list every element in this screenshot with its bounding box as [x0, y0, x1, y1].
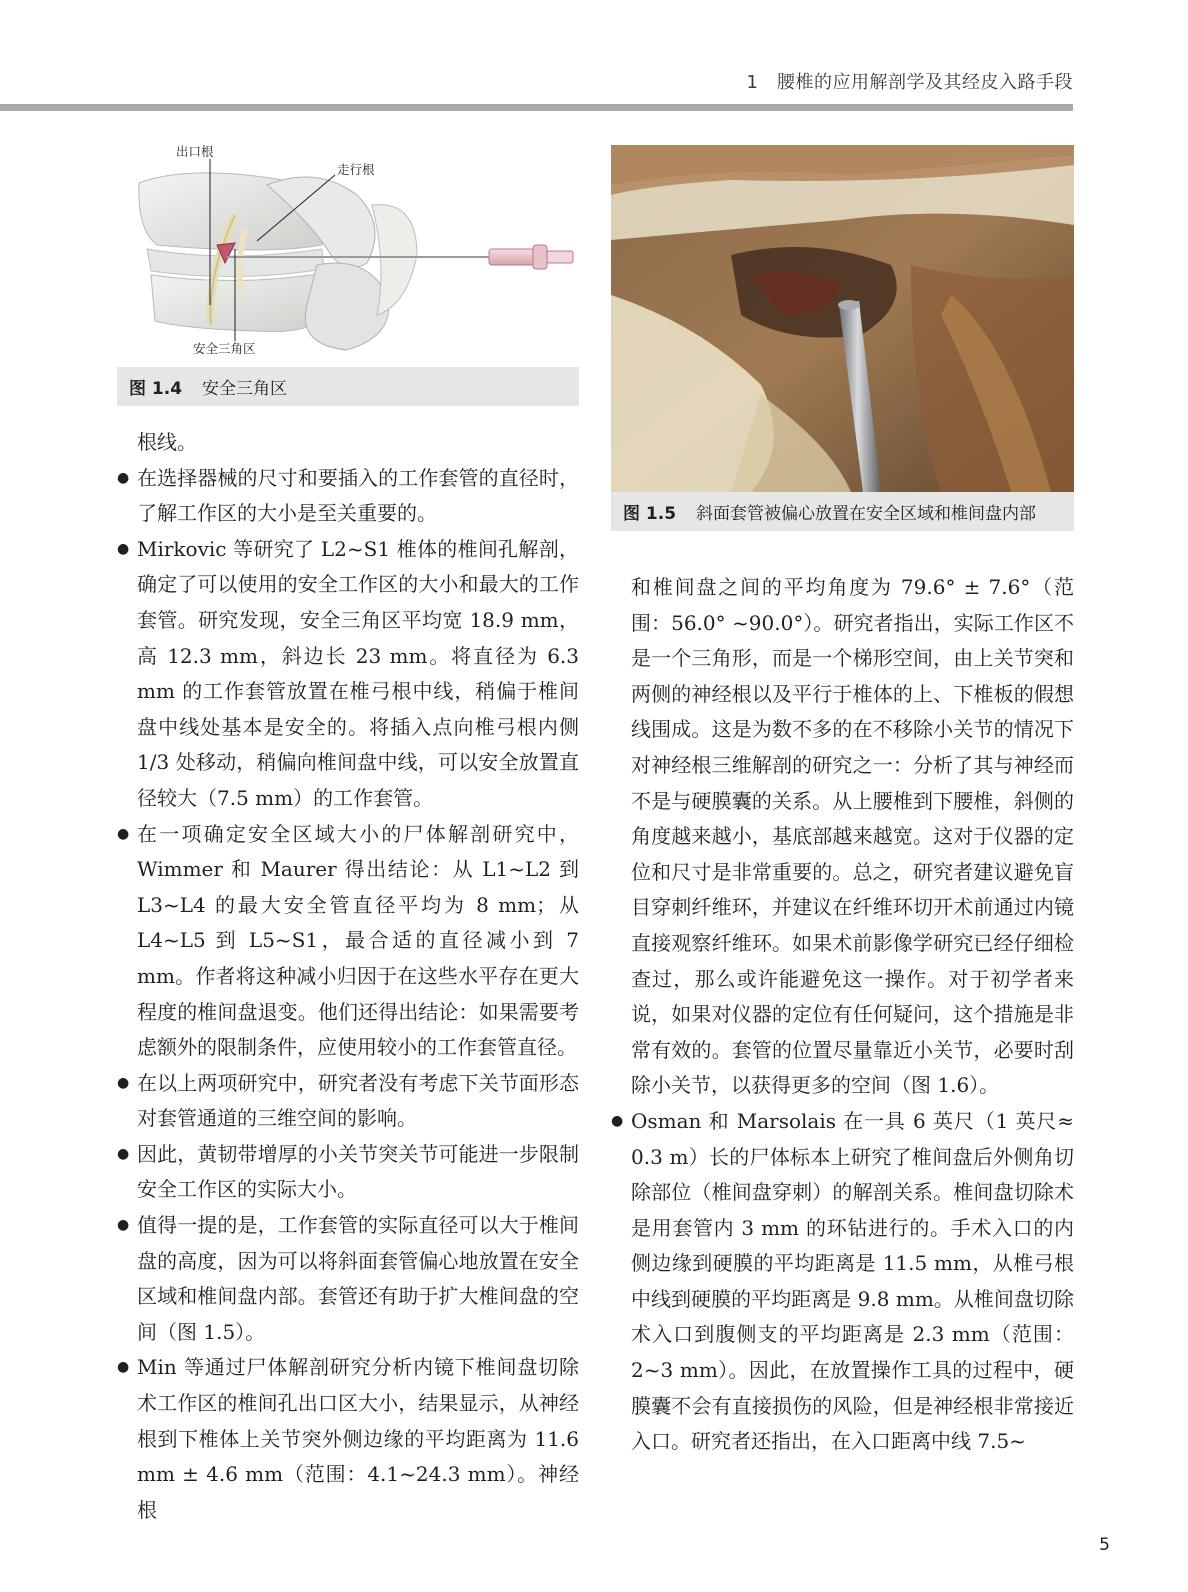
figure-1-4-caption: [117, 367, 579, 406]
figure-1-4-caption-text: 安全三角区: [202, 379, 288, 399]
right-text-column: [611, 570, 1074, 1460]
paragraph-continuation: 和椎间盘之间的平均角度为 79.6° ± 7.6°（范围：56.0° ~90.0°）。研究者指出，实际工作区不是一个三角形，而是一个梯形空间，由上关节突和两侧的神经根以及平行于椎体的上、下椎板的假想线围成。这是为数不多的在不移除小关节的情况下对神经根三维解剖的研究之一：分析了其与神经而不是与硬膜囊的关系。从上腰椎到下腰椎，斜侧的角度越来越小，基底部越来越宽。这对于仪器的定位和尺寸是非常重要的。总之，研究者建议避免盲目穿刺纤维环，并建议在纤维环切开术前通过内镜直接观察纤维环。如果术前影像学研究已经仔细检查过，那么或许能避免这一操作。对于初学者来说，如果对仪器的定位有任何疑问，这个措施是非常有效的。套管的位置尽量靠近小关节，必要时刮除小关节，以获得更多的空间（图 1.6）。: [631, 575, 1074, 1098]
bullet-paragraph: ● Min 等通过尸体解剖研究分析内镜下椎间盘切除术工作区的椎间孔出口区大小，结果显示，从神经根到下椎体上关节突外侧边缘的平均距离为 11.6 mm ± 4.6 mm（范围：4.1~24.3 mm）。神经根: [117, 1350, 579, 1528]
label-traversing-root: 走行根: [337, 162, 375, 177]
figure-1-5-caption-text: 斜面套管被偏心放置在安全区域和椎间盘内部: [696, 504, 1037, 524]
bullet-paragraph: ● 值得一提的是，工作套管的实际直径可以大于椎间盘的高度，因为可以将斜面套管偏心地放置在安全区域和椎间盘内部。套管还有助于扩大椎间盘的空间（图 1.5）。: [117, 1208, 579, 1350]
safe-triangle-illustration: [117, 145, 579, 368]
bullet-paragraph: ● 在以上两项研究中，研究者没有考虑下关节面形态对套管通道的三维空间的影响。: [117, 1066, 579, 1137]
figure-1-4-caption-number: 图 1.4: [129, 379, 183, 399]
header-rule: [0, 104, 1073, 111]
figure-1-5-caption: [611, 492, 1074, 531]
paragraph-continuation: 根线。: [137, 430, 197, 454]
label-safe-triangle: 安全三角区: [193, 341, 256, 356]
bullet-paragraph: ● Mirkovic 等研究了 L2~S1 椎体的椎间孔解剖，确定了可以使用的安全工作区的大小和最大的工作套管。研究发现，安全三角区平均宽 18.9 mm，高 12.3 mm，斜边长 23 mm。将直径为 6.3 mm 的工作套管放置在椎弓根中线，稍偏于椎间盘中线处基本是安全的。将插入点向椎弓根内侧 1/3 处移动，稍偏向椎间盘中线，可以安全放置直径较大（7.5 mm）的工作套管。: [117, 532, 579, 817]
page-number: 5: [1099, 1535, 1110, 1555]
bullet-paragraph: ● Osman 和 Marsolais 在一具 6 英尺（1 英尺≈ 0.3 m）长的尸体标本上研究了椎间盘后外侧角切除部位（椎间盘穿刺）的解剖关系。椎间盘切除术是用套管内 3 mm 的环钻进行的。手术入口的内侧边缘到硬膜的平均距离是 11.5 mm，从椎弓根中线到硬膜的平均距离是 9.8 mm。从椎间盘切除术入口到腹侧支的平均距离是 2.3 mm（范围：2~3 mm）。因此，在放置操作工具的过程中，硬膜囊不会有直接损伤的风险，但是神经根非常接近入口。研究者还指出，在入口距离中线 7.5~: [611, 1104, 1074, 1460]
figure-1-4: [117, 145, 579, 406]
bullet-paragraph: ● 在选择器械的尺寸和要插入的工作套管的直径时，了解工作区的大小是至关重要的。: [117, 461, 579, 532]
figure-1-5-caption-number: 图 1.5: [623, 504, 677, 524]
chapter-header-title: 1 腰椎的应用解剖学及其经皮入路手段: [746, 72, 1073, 93]
label-exiting-root: 出口根: [176, 145, 214, 159]
bullet-paragraph: ● 在一项确定安全区域大小的尸体解剖研究中，Wimmer 和 Maurer 得出结论：从 L1~L2 到 L3~L4 的最大安全管直径平均为 8 mm；从 L4~L5 到 L5~S1，最合适的直径减小到 7 mm。作者将这种减小归因于在这些水平存在更大程度的椎间盘退变。他们还得出结论：如果需要考虑额外的限制条件，应使用较小的工作套管直径。: [117, 817, 579, 1066]
cadaver-dissection-photo: [611, 145, 1074, 492]
left-text-column: [117, 425, 579, 1528]
bullet-paragraph: ● 因此，黄韧带增厚的小关节突关节可能进一步限制安全工作区的实际大小。: [117, 1137, 579, 1208]
figure-1-5: [611, 145, 1074, 531]
